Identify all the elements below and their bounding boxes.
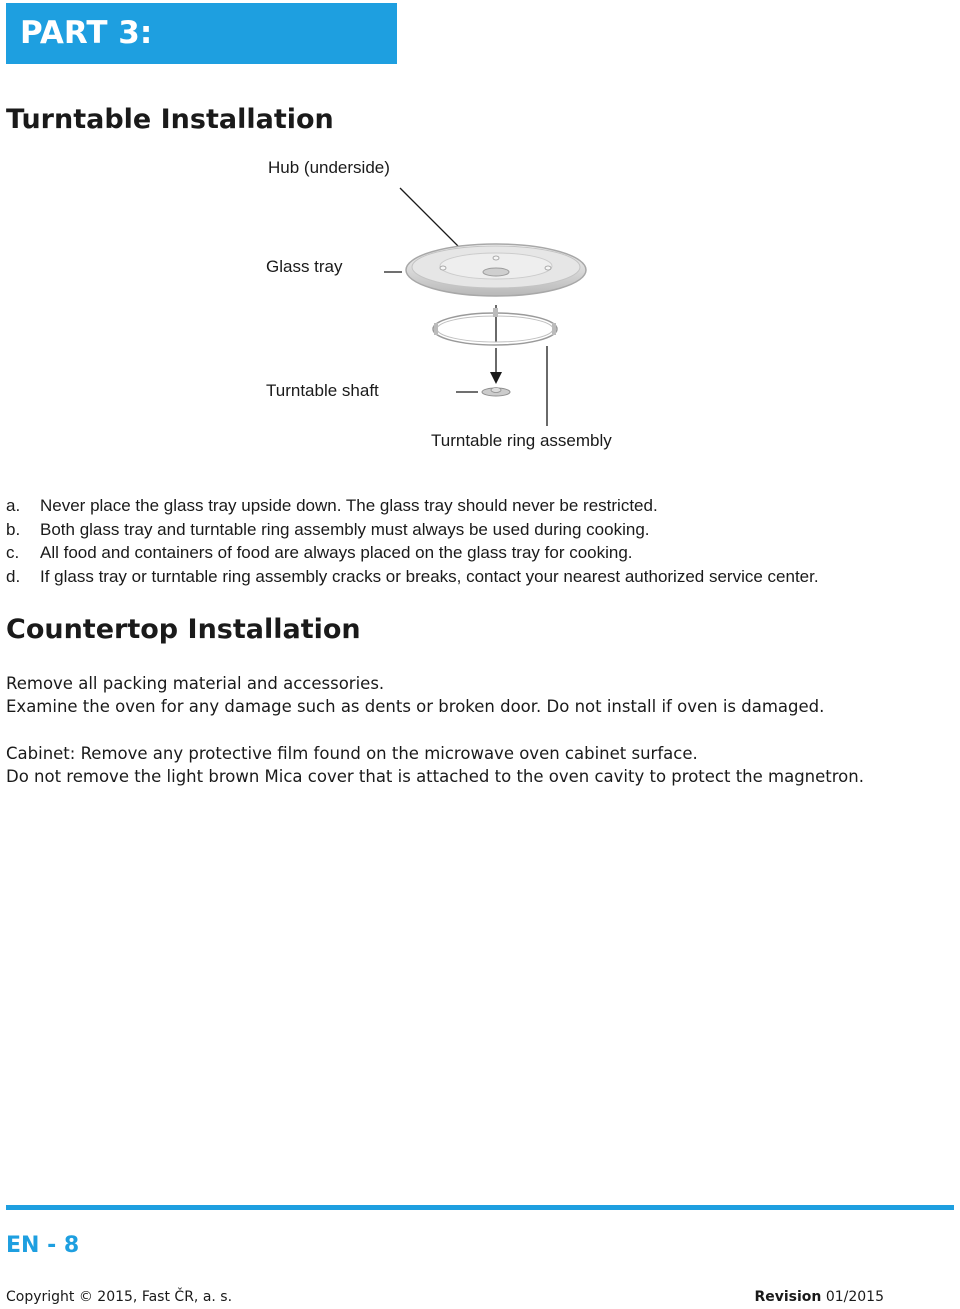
shaft-arrow-head: [490, 372, 502, 384]
glass-tray-shape: [406, 244, 586, 296]
list-marker: c.: [6, 543, 20, 562]
turntable-ring-shape: [433, 308, 557, 345]
ring-label: Turntable ring assembly: [431, 431, 612, 450]
revision-value: 01/2015: [825, 1289, 884, 1305]
list-text: All food and containers of food are always placed on the glass tray for cooking.: [40, 543, 633, 562]
turntable-notes-list: [6, 494, 819, 588]
part-title-banner: [6, 3, 397, 112]
turntable-heading: Turntable Installation: [6, 104, 334, 135]
page-number: EN - 8: [6, 1233, 80, 1258]
list-item: [6, 565, 819, 589]
list-text: Never place the glass tray upside down. The glass tray should never be restricted.: [40, 496, 658, 515]
turntable-shaft-shape: [482, 388, 510, 397]
list-item: [6, 518, 819, 542]
hub-label: Hub (underside): [268, 158, 390, 177]
list-text: If glass tray or turntable ring assembly cracks or breaks, contact your nearest authorized service center.: [40, 566, 819, 586]
shaft-label: Turntable shaft: [266, 381, 379, 400]
turntable-diagram: [0, 140, 960, 470]
list-item: [6, 541, 819, 565]
list-marker: d.: [6, 566, 21, 586]
countertop-heading: Countertop Installation: [6, 614, 361, 645]
countertop-paragraph: Cabinet: Remove any protective film found on the microwave oven cabinet surface.: [6, 744, 698, 763]
countertop-paragraph: Do not remove the light brown Mica cover that is attached to the oven cavity to protect the magnetron.: [6, 767, 864, 786]
countertop-paragraph: Examine the oven for any damage such as dents or broken door. Do not install if oven is damaged.: [6, 697, 825, 716]
glass-tray-label: Glass tray: [266, 257, 343, 276]
list-marker: b.: [6, 519, 21, 539]
list-marker: a.: [6, 496, 21, 515]
countertop-paragraph: Remove all packing material and accessories.: [6, 674, 385, 693]
list-text: Both glass tray and turntable ring assembly must always be used during cooking.: [40, 519, 650, 539]
part-title: PART 3: INSTALLATION: [20, 15, 269, 112]
footer-divider: [6, 1205, 954, 1210]
list-item: [6, 494, 819, 518]
turntable-illustration: [0, 140, 960, 470]
revision-label: Revision: [754, 1289, 822, 1305]
copyright-text: Copyright © 2015, Fast ČR, a. s.: [6, 1289, 233, 1305]
revision-info: [754, 1289, 884, 1305]
